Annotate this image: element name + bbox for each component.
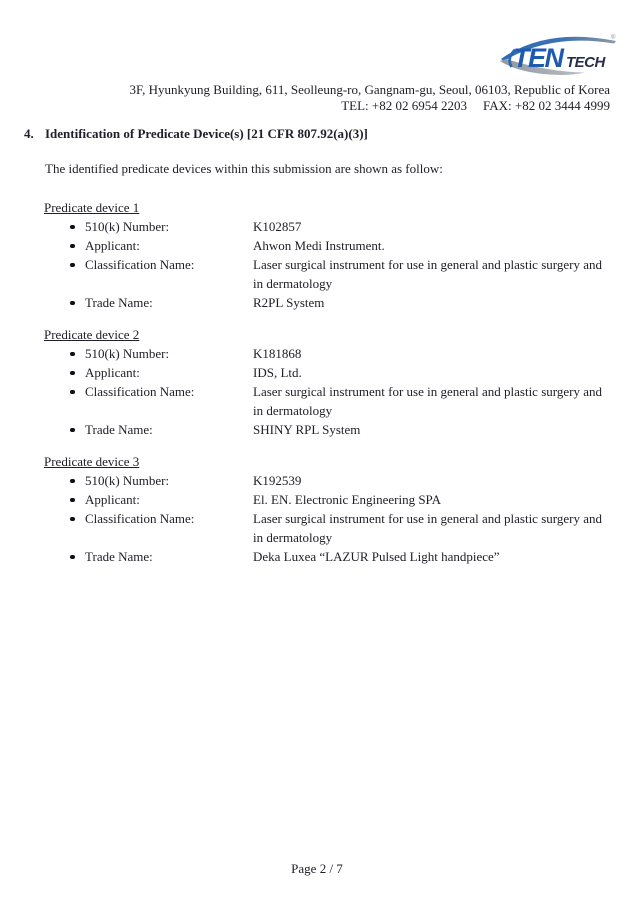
field-label: Trade Name:: [85, 422, 153, 437]
bullet-icon: [68, 382, 85, 420]
field-value: Ahwon Medi Instrument.: [253, 238, 385, 253]
predicate-device-block-3: [44, 452, 634, 566]
field-value: Laser surgical instrument for use in general and plastic surgery and in dermatology: [253, 384, 602, 418]
field-row: [44, 420, 634, 439]
logo-text-tech: TECH: [566, 54, 605, 71]
field-value: SHINY RPL System: [253, 422, 361, 437]
bullet-icon: [68, 255, 85, 293]
predicate-device-block-2: [44, 325, 634, 439]
device-heading: Predicate device 1: [44, 200, 140, 215]
field-row: [44, 344, 634, 363]
field-row: [44, 293, 634, 312]
field-value: Laser surgical instrument for use in general and plastic surgery and in dermatology: [253, 257, 602, 291]
field-label: Classification Name:: [85, 257, 195, 272]
field-row: [44, 217, 634, 236]
section-number: 4.: [24, 126, 34, 141]
field-value: K192539: [253, 473, 302, 488]
field-row: [44, 471, 634, 490]
field-row: [44, 490, 634, 509]
field-row: [44, 509, 634, 547]
field-label: Applicant:: [85, 492, 140, 507]
field-label: 510(k) Number:: [85, 473, 170, 488]
field-label: Applicant:: [85, 365, 140, 380]
device-heading: Predicate device 2: [44, 327, 140, 342]
field-value: R2PL System: [253, 295, 325, 310]
field-row: [44, 547, 634, 566]
section-heading: [24, 126, 634, 142]
tel-number: TEL: +82 02 6954 2203: [341, 97, 467, 113]
field-value: Laser surgical instrument for use in general and plastic surgery and in dermatology: [253, 511, 602, 545]
field-label: Applicant:: [85, 238, 140, 253]
bullet-icon: [68, 344, 85, 363]
field-value: El. EN. Electronic Engineering SPA: [253, 492, 441, 507]
field-label: Trade Name:: [85, 549, 153, 564]
tentech-logo-icon: [498, 28, 620, 78]
field-label: Classification Name:: [85, 384, 195, 399]
field-label: 510(k) Number:: [85, 346, 170, 361]
field-label: 510(k) Number:: [85, 219, 170, 234]
predicate-device-block-1: [44, 198, 634, 312]
company-address: 3F, Hyunkyung Building, 611, Seolleung-ro, Gangnam-gu, Seoul, 06103, Republic of Korea: [129, 82, 610, 97]
page-number: Page 2 / 7: [291, 861, 343, 876]
bullet-icon: [68, 236, 85, 255]
fax-number: FAX: +82 02 3444 4999: [483, 97, 610, 113]
logo-text-ten: TEN: [513, 43, 563, 73]
bullet-icon: [68, 490, 85, 509]
section-title: Identification of Predicate Device(s) [21 CFR 807.92(a)(3)]: [45, 126, 368, 141]
field-row: [44, 382, 634, 420]
field-row: [44, 363, 634, 382]
bullet-icon: [68, 363, 85, 382]
intro-text: The identified predicate devices within this submission are shown as follow:: [45, 161, 443, 176]
field-row: [44, 255, 634, 293]
field-row: [44, 236, 634, 255]
field-label: Trade Name:: [85, 295, 153, 310]
field-value: IDS, Ltd.: [253, 365, 302, 380]
bullet-icon: [68, 293, 85, 312]
bullet-icon: [68, 217, 85, 236]
contact-line: [0, 98, 610, 114]
field-label: Classification Name:: [85, 511, 195, 526]
field-value: K181868: [253, 346, 302, 361]
device-heading: Predicate device 3: [44, 454, 140, 469]
bullet-icon: [68, 471, 85, 490]
tentech-logo: [498, 28, 620, 78]
letterhead: [0, 0, 634, 113]
field-value: Deka Luxea “LAZUR Pulsed Light handpiece”: [253, 549, 500, 564]
bullet-icon: [68, 420, 85, 439]
bullet-icon: [68, 509, 85, 547]
bullet-icon: [68, 547, 85, 566]
field-value: K102857: [253, 219, 302, 234]
registered-trademark-icon: ®: [611, 35, 616, 41]
